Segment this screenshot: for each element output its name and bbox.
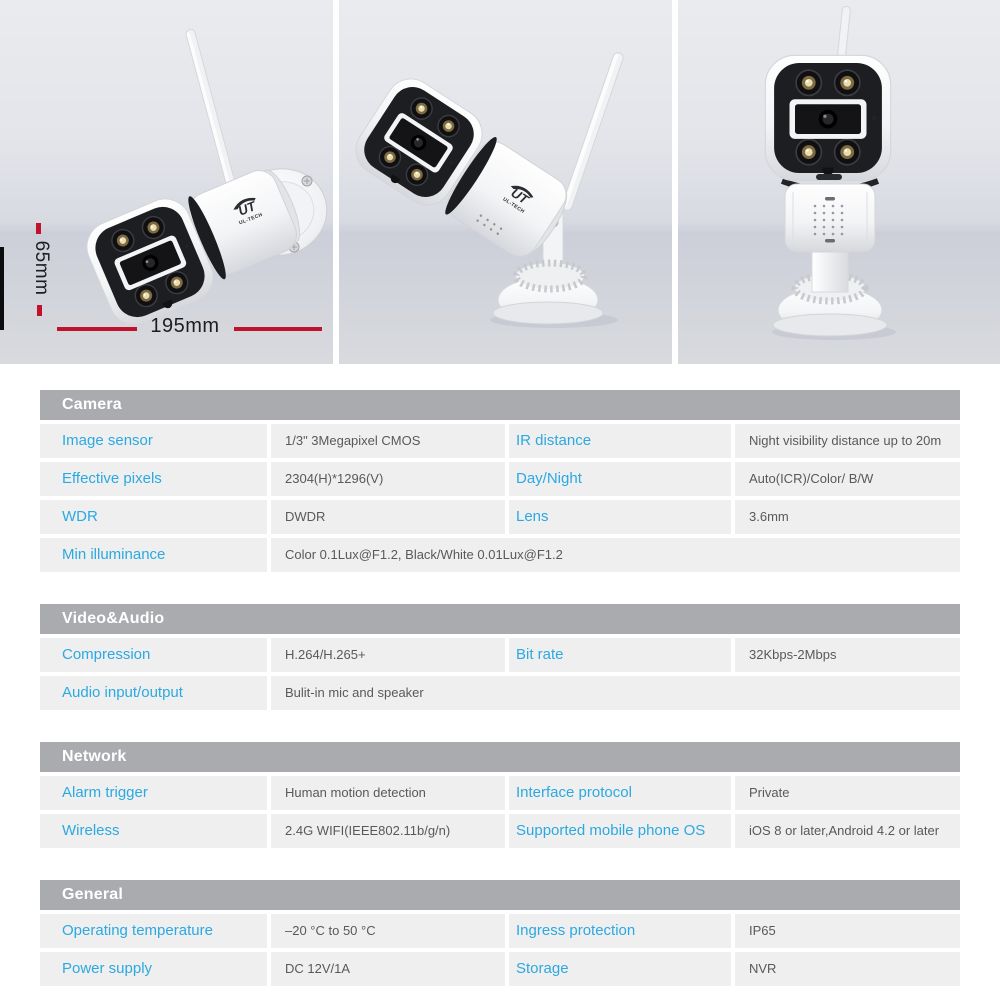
- camera-body: [79, 152, 313, 333]
- height-dimension-tick-top: [36, 223, 41, 234]
- spec-label: Min illuminance: [40, 538, 267, 572]
- gallery-panel-3: [678, 0, 1000, 364]
- length-dimension-line-left: [57, 327, 137, 331]
- spec-value: IP65: [735, 914, 960, 948]
- camera-head: [765, 55, 890, 180]
- spec-sections: [40, 390, 960, 986]
- camera-tilted-on-stand-photo: [339, 0, 672, 364]
- length-dimension-label: 195mm: [150, 315, 220, 337]
- spec-value: iOS 8 or later,Android 4.2 or later: [735, 814, 960, 848]
- spec-label: Supported mobile phone OS: [509, 814, 731, 848]
- antenna: [561, 51, 624, 211]
- spec-label: Audio input/output: [40, 676, 267, 710]
- spec-row: [40, 538, 960, 572]
- chin-slot: [816, 174, 842, 180]
- spec-label: Effective pixels: [40, 462, 267, 496]
- spec-row: [40, 462, 960, 496]
- height-dimension-edge-line: [0, 247, 4, 330]
- stand-knob: [516, 263, 584, 289]
- spec-value: 2304(H)*1296(V): [271, 462, 505, 496]
- spec-value: Human motion detection: [271, 776, 505, 810]
- camera-angled-wall-mount-photo: [0, 0, 333, 364]
- spec-value: Private: [735, 776, 960, 810]
- spec-section-camera: [40, 390, 960, 572]
- spec-value: Color 0.1Lux@F1.2, Black/White 0.01Lux@F1.2: [271, 538, 960, 572]
- spec-label: Bit rate: [509, 638, 731, 672]
- spec-label: Wireless: [40, 814, 267, 848]
- spec-value: Night visibility distance up to 20m: [735, 424, 960, 458]
- spec-label: Lens: [509, 500, 731, 534]
- spec-value: 2.4G WIFI(IEEE802.11b/g/n): [271, 814, 505, 848]
- spec-section-network: [40, 742, 960, 848]
- spec-section-video-audio: [40, 604, 960, 710]
- height-dimension-tick-bottom: [37, 305, 42, 316]
- camera-neck: [812, 246, 848, 292]
- spec-label: Day/Night: [509, 462, 731, 496]
- spec-value: NVR: [735, 952, 960, 986]
- spec-label: Power supply: [40, 952, 267, 986]
- spec-label: Compression: [40, 638, 267, 672]
- spec-label: Alarm trigger: [40, 776, 267, 810]
- spec-value: H.264/H.265+: [271, 638, 505, 672]
- spec-value: DC 12V/1A: [271, 952, 505, 986]
- spec-label: Storage: [509, 952, 731, 986]
- gallery-panel-2: [339, 0, 672, 364]
- spec-value: 3.6mm: [735, 500, 960, 534]
- section-title: General: [40, 880, 960, 910]
- spec-row: [40, 776, 960, 810]
- height-dimension-label: 65mm: [31, 240, 52, 296]
- camera-front-on-stand-photo: [678, 0, 1000, 364]
- spec-value: –20 °C to 50 °C: [271, 914, 505, 948]
- spec-section-general: [40, 880, 960, 986]
- spec-value: Auto(ICR)/Color/ B/W: [735, 462, 960, 496]
- gallery-panel-1: [0, 0, 333, 364]
- spec-label: IR distance: [509, 424, 731, 458]
- spec-value: Bulit-in mic and speaker: [271, 676, 960, 710]
- spec-tables: [0, 364, 1000, 986]
- spec-label: Operating temperature: [40, 914, 267, 948]
- spec-row: [40, 676, 960, 710]
- spec-value: 32Kbps-2Mbps: [735, 638, 960, 672]
- section-title: Camera: [40, 390, 960, 420]
- spec-label: Interface protocol: [509, 776, 731, 810]
- spec-label: Ingress protection: [509, 914, 731, 948]
- product-photo-gallery: [0, 0, 1000, 364]
- section-title: Network: [40, 742, 960, 772]
- antenna: [185, 29, 238, 196]
- spec-row: [40, 500, 960, 534]
- spec-row: [40, 814, 960, 848]
- spec-row: [40, 952, 960, 986]
- spec-label: WDR: [40, 500, 267, 534]
- spec-row: [40, 424, 960, 458]
- spec-row: [40, 914, 960, 948]
- spec-row: [40, 638, 960, 672]
- spec-label: Image sensor: [40, 424, 267, 458]
- section-title: Video&Audio: [40, 604, 960, 634]
- length-dimension-line-right: [234, 327, 322, 331]
- spec-value: DWDR: [271, 500, 505, 534]
- spec-value: 1/3" 3Megapixel CMOS: [271, 424, 505, 458]
